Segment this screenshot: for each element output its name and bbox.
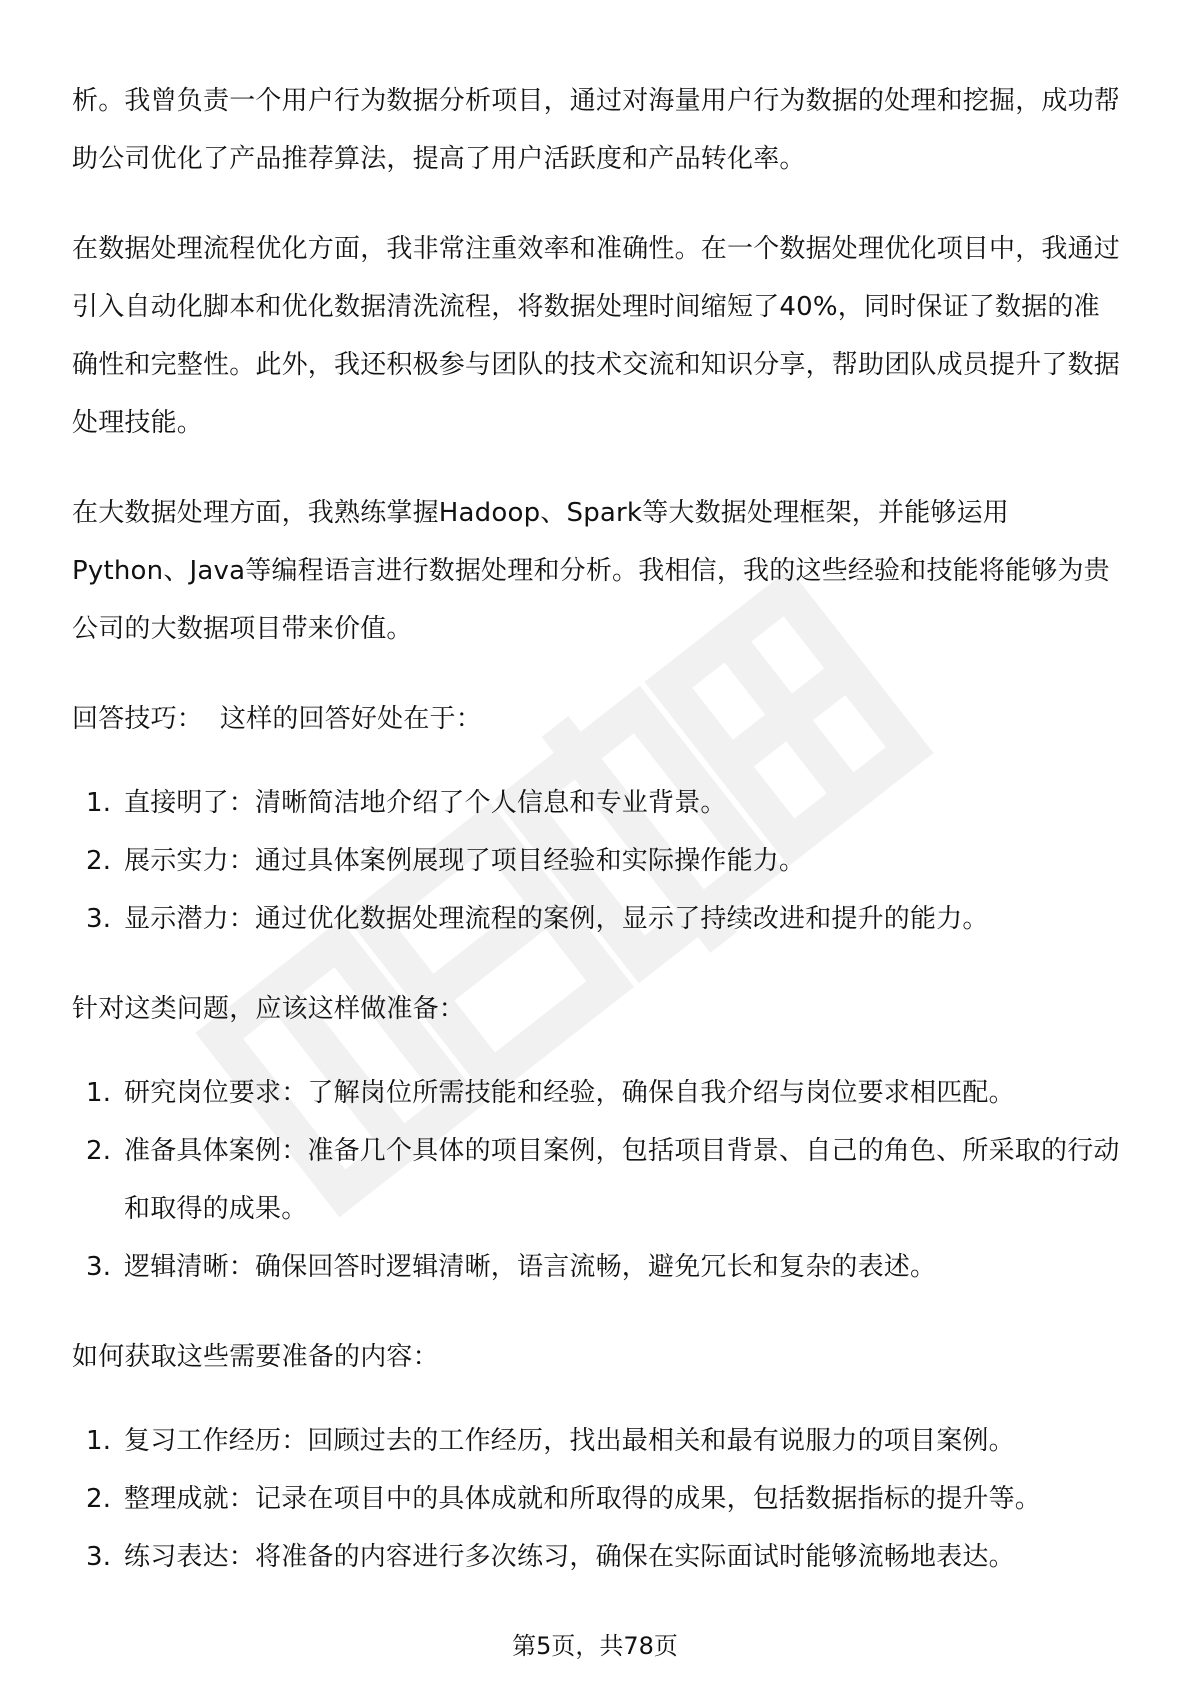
list-item: 2. 整理成就：记录在项目中的具体成就和所取得的成果，包括数据指标的提升等。 [86, 1484, 1042, 1514]
obtain-list [72, 1412, 1122, 1586]
obtain-heading: 如何获取这些需要准备的内容： [72, 1342, 439, 1372]
list-item: 1. 研究岗位要求：了解岗位所需技能和经验，确保自我介绍与岗位要求相匹配。 [86, 1078, 1015, 1108]
page-number-footer: 第5页，共78页 [512, 1632, 678, 1660]
prep-list [72, 1064, 1122, 1296]
document-body [72, 72, 1122, 1586]
paragraph-big-data: 在大数据处理方面，我熟练掌握Hadoop、Spark等大数据处理框架，并能够运用Python、Java等编程语言进行数据处理和分析。我相信，我的这些经验和技能将能够为贵公司的大数据项目带来价值。 [72, 498, 1110, 644]
paragraph-process-optimization: 在数据处理流程优化方面，我非常注重效率和准确性。在一个数据处理优化项目中，我通过引入自动化脚本和优化数据清洗流程，将数据处理时间缩短了40%，同时保证了数据的准确性和完整性。此外，我还积极参与团队的技术交流和知识分享，帮助团队成员提升了数据处理技能。 [72, 234, 1121, 438]
prep-heading: 针对这类问题，应该这样做准备： [72, 994, 466, 1024]
list-item: 1. 直接明了：清晰简洁地介绍了个人信息和专业背景。 [86, 788, 727, 818]
list-item: 2. 准备具体案例：准备几个具体的项目案例，包括项目背景、自己的角色、所采取的行动和取得的成果。 [86, 1136, 1120, 1224]
list-item: 3. 逻辑清晰：确保回答时逻辑清晰，语言流畅，避免冗长和复杂的表述。 [86, 1252, 937, 1282]
list-item: 3. 练习表达：将准备的内容进行多次练习，确保在实际面试时能够流畅地表达。 [86, 1542, 1015, 1572]
list-item: 3. 显示潜力：通过优化数据处理流程的案例，显示了持续改进和提升的能力。 [86, 904, 989, 934]
list-item: 2. 展示实力：通过具体案例展现了项目经验和实际操作能力。 [86, 846, 806, 876]
list-item: 1. 复习工作经历：回顾过去的工作经历，找出最相关和最有说服力的项目案例。 [86, 1426, 1015, 1456]
paragraph-user-behavior: 析。我曾负责一个用户行为数据分析项目，通过对海量用户行为数据的处理和挖掘，成功帮助公司优化了产品推荐算法，提高了用户活跃度和产品转化率。 [72, 86, 1121, 174]
tips-heading: 回答技巧： 这样的回答好处在于： [72, 704, 482, 734]
tips-list [72, 774, 1122, 948]
